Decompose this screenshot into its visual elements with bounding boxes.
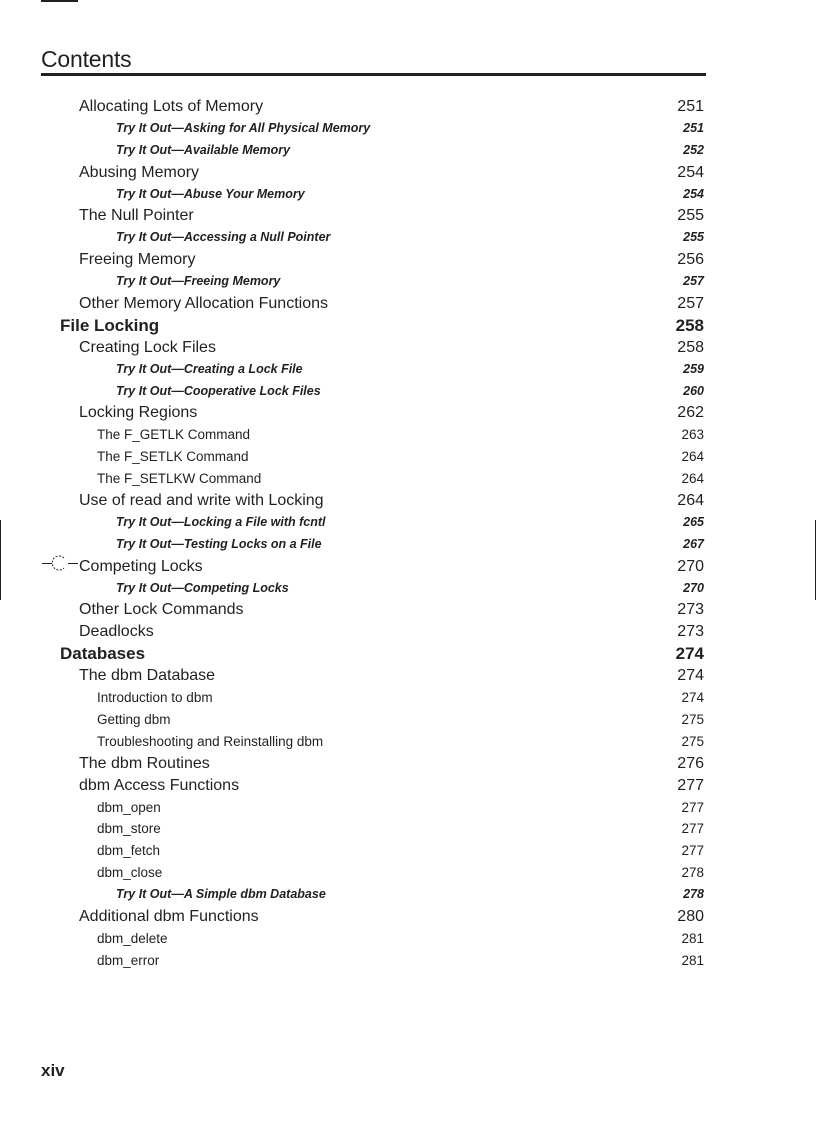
toc-entry-page: 251 (677, 98, 704, 115)
toc-entry-page: 257 (677, 295, 704, 313)
toc-entry-page: 277 (681, 843, 704, 859)
toc-entry[interactable] (0, 205, 816, 227)
toc-entry-label: Try It Out—Accessing a Null Pointer (116, 230, 331, 245)
toc-entry-label: Use of read and write with Locking (79, 492, 324, 510)
toc-entry-page: 262 (677, 404, 704, 422)
toc-entry-page: 277 (677, 776, 704, 794)
toc-entry[interactable] (0, 512, 816, 534)
toc-entry[interactable] (0, 96, 816, 118)
toc-entry[interactable] (0, 709, 816, 731)
toc-entry[interactable] (0, 665, 816, 687)
toc-entry-page: 251 (683, 120, 704, 135)
toc-entry[interactable] (0, 906, 816, 928)
toc-entry-label: Try It Out—Asking for All Physical Memory (116, 120, 371, 135)
toc-entry[interactable] (0, 490, 816, 512)
toc-entry[interactable] (0, 227, 816, 249)
toc-entry[interactable] (0, 928, 816, 950)
title-rule (41, 73, 706, 76)
toc-entry[interactable] (0, 556, 816, 578)
toc-entry-label: Try It Out—Cooperative Lock Files (116, 383, 321, 398)
toc-entry[interactable] (0, 359, 816, 381)
toc-entry-label: Try It Out—Available Memory (116, 142, 291, 157)
toc-entry[interactable] (0, 731, 816, 753)
toc-entry-page: 254 (677, 163, 704, 181)
toc-entry-label: Try It Out—Creating a Lock File (116, 361, 303, 376)
toc-entry-page: 256 (677, 251, 704, 269)
toc-entry-label: The F_SETLK Command (97, 449, 249, 465)
toc-entry-label: Try It Out—Freeing Memory (116, 274, 281, 289)
toc-entry[interactable] (0, 140, 816, 162)
toc-entry-page: 264 (681, 449, 704, 465)
toc-entry[interactable] (0, 687, 816, 709)
toc-entry-label: dbm_store (97, 821, 161, 837)
toc-entry[interactable] (0, 381, 816, 403)
toc-entry-label: Other Memory Allocation Functions (79, 295, 328, 313)
toc-entry-page: 263 (681, 427, 704, 443)
toc-entry[interactable] (0, 337, 816, 359)
toc-entry[interactable] (0, 534, 816, 556)
toc-entry[interactable] (0, 621, 816, 643)
toc-entry-page: 255 (677, 207, 704, 225)
toc-entry-label: Introduction to dbm (97, 690, 213, 706)
toc-entry-label: Other Lock Commands (79, 601, 244, 619)
toc-entry-page: 273 (677, 601, 704, 619)
toc-entry-page: 275 (681, 733, 704, 749)
toc-entry-page: 258 (675, 315, 704, 335)
toc-entry-label: Competing Locks (79, 557, 203, 575)
toc-entry-label: dbm_fetch (97, 843, 161, 859)
toc-entry-label: Abusing Memory (79, 163, 200, 181)
toc-entry-label: Try It Out—A Simple dbm Database (116, 887, 326, 902)
toc-entry-label: Freeing Memory (79, 251, 196, 269)
toc-entry-page: 276 (677, 754, 704, 772)
toc-entry-page: 258 (677, 338, 704, 356)
toc-entry-page: 281 (681, 930, 704, 946)
toc-entry[interactable] (0, 446, 816, 468)
toc-entry-page: 260 (683, 383, 704, 398)
toc-entry-label: Locking Regions (79, 404, 198, 422)
toc-entry-label: Try It Out—Testing Locks on a File (116, 536, 322, 551)
toc-entry[interactable] (0, 753, 816, 775)
toc-entry-page: 274 (681, 690, 704, 706)
top-rule (41, 0, 78, 2)
toc-entry-page: 267 (683, 536, 704, 551)
toc-entry-label: dbm_error (97, 952, 160, 968)
toc-entry-label: Databases (60, 644, 146, 664)
toc-entry[interactable] (0, 578, 816, 600)
toc-entry-label: Try It Out—Abuse Your Memory (116, 186, 305, 201)
toc-entry[interactable] (0, 884, 816, 906)
toc-entry-label: dbm_close (97, 865, 163, 881)
toc-entry-label: Try It Out—Locking a File with fcntl (116, 514, 326, 529)
toc-entry[interactable] (0, 184, 816, 206)
toc-entry-page: 264 (677, 492, 704, 510)
crop-mark-left (0, 520, 1, 600)
toc-entry-page: 275 (681, 711, 704, 727)
toc-entry-label: dbm_open (97, 799, 161, 815)
toc-entry-label: File Locking (60, 315, 160, 335)
toc-entry-page: 257 (683, 274, 704, 289)
toc-entry-page: 255 (683, 230, 704, 245)
toc-entry[interactable] (0, 402, 816, 424)
toc-entry[interactable] (0, 271, 816, 293)
toc-entry-label: Troubleshooting and Reinstalling dbm (97, 733, 324, 749)
toc-entry[interactable] (0, 840, 816, 862)
toc-entry-label: Getting dbm (97, 711, 171, 727)
toc-entry-label: dbm_delete (97, 930, 168, 946)
toc-entry[interactable] (0, 468, 816, 490)
toc-entry[interactable] (0, 315, 816, 337)
toc-entry-page: 274 (675, 644, 704, 664)
toc-entry[interactable] (0, 643, 816, 665)
crop-mark-tick-right (68, 563, 78, 564)
toc-entry-label: The dbm Routines (79, 754, 210, 772)
toc-entry[interactable] (0, 424, 816, 446)
toc-entry-label: Try It Out—Competing Locks (116, 580, 289, 595)
toc-entry[interactable] (0, 118, 816, 140)
toc-entry-page: 281 (681, 952, 704, 968)
toc-entry-label: Allocating Lots of Memory (79, 98, 264, 115)
toc-entry-label: Additional dbm Functions (79, 907, 259, 925)
toc-entry[interactable] (0, 950, 816, 972)
toc-entry-page: 259 (683, 361, 704, 376)
toc-entry-page: 280 (677, 907, 704, 925)
toc-entry-label: The Null Pointer (79, 207, 194, 225)
toc-entry-page: 252 (683, 142, 704, 157)
toc-entry-page: 277 (681, 821, 704, 837)
toc-entry-page: 264 (681, 471, 704, 487)
page-number: xiv (41, 1061, 65, 1080)
toc-entry-page: 274 (677, 667, 704, 685)
toc-entry-page: 270 (677, 557, 704, 575)
toc-entry[interactable] (0, 293, 816, 315)
toc-entry-page: 278 (683, 887, 704, 902)
crop-mark-tick-left (42, 563, 52, 564)
toc-entry-label: The F_GETLK Command (97, 427, 251, 443)
toc-entry-label: The F_SETLKW Command (97, 471, 262, 487)
toc-entry[interactable] (0, 162, 816, 184)
toc-entry[interactable] (0, 599, 816, 621)
toc-entry[interactable] (0, 818, 816, 840)
toc-entry[interactable] (0, 775, 816, 797)
toc-entry-label: Deadlocks (79, 623, 154, 641)
toc-entry-label: The dbm Database (79, 667, 216, 685)
toc-entry-page: 270 (683, 580, 704, 595)
toc-entry[interactable] (0, 862, 816, 884)
toc-entry-page: 254 (683, 186, 704, 201)
toc-entry-page: 265 (683, 514, 704, 529)
toc-entry-page: 273 (677, 623, 704, 641)
toc-entry-page: 278 (681, 865, 704, 881)
toc-entry[interactable] (0, 249, 816, 271)
toc-list (0, 96, 816, 972)
toc-entry-label: dbm Access Functions (79, 776, 240, 794)
page-title: Contents (41, 46, 132, 72)
toc-entry-label: Creating Lock Files (79, 338, 216, 356)
toc-entry-page: 277 (681, 799, 704, 815)
registration-mark-icon (52, 555, 68, 571)
toc-entry[interactable] (0, 797, 816, 819)
